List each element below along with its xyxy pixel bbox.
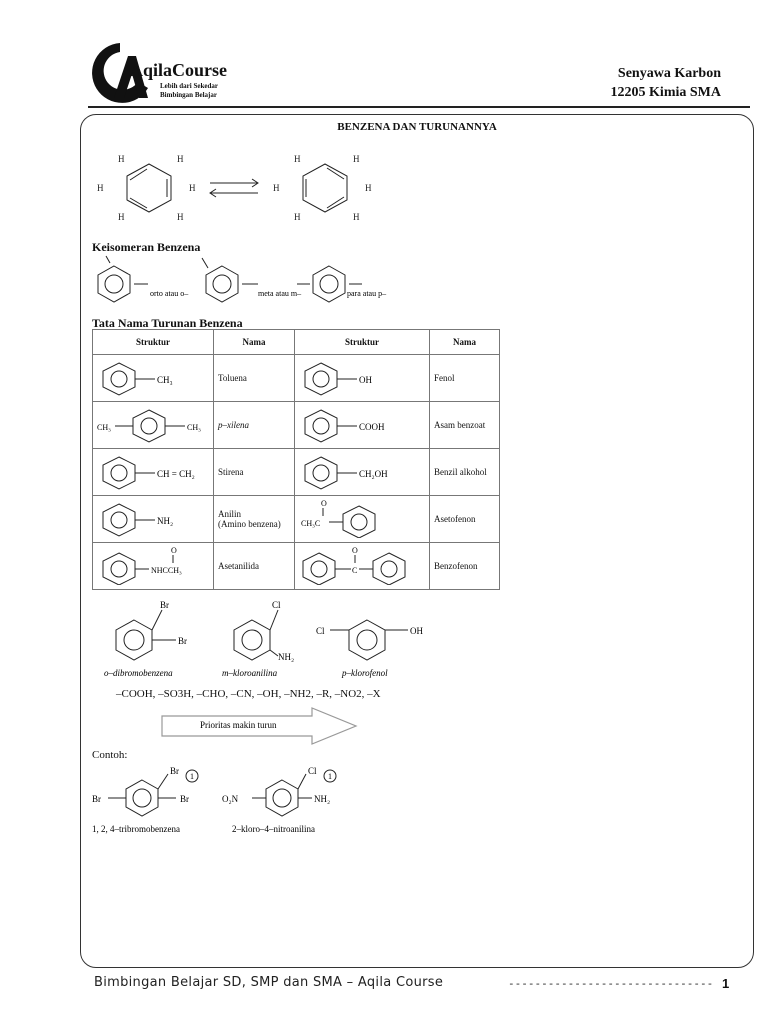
structure-cell <box>295 355 430 402</box>
name-cell: Anilin (Amino benzena) <box>214 496 295 543</box>
structure-cell <box>295 543 430 590</box>
logo-name: AqilaCourse <box>130 60 228 80</box>
svg-text:1: 1 <box>328 772 332 781</box>
name-cell: Asetanilida <box>214 543 295 590</box>
aqila-logo <box>90 38 240 108</box>
svg-text:Br: Br <box>92 794 101 804</box>
svg-text:O: O <box>321 499 327 508</box>
name-cell: Fenol <box>430 355 500 402</box>
table-header-row <box>93 330 500 355</box>
structure-cell <box>93 355 214 402</box>
svg-text:Cl: Cl <box>316 626 325 636</box>
structure-cell <box>93 543 214 590</box>
svg-text:CH = CH₂: CH = CH₂ <box>157 469 195 479</box>
svg-text:H: H <box>273 183 280 193</box>
page-title: BENZENA DAN TURUNANNYA <box>337 121 497 133</box>
example-name: m–kloroanilina <box>222 668 278 678</box>
svg-text:H: H <box>353 154 360 164</box>
svg-text:Br: Br <box>178 636 187 646</box>
priority-arrow-label: Prioritas makin turun <box>200 720 277 730</box>
orto-label: orto atau o– <box>150 289 189 298</box>
svg-text:CH₃: CH₃ <box>187 423 201 432</box>
name-cell: p–xilena <box>214 402 295 449</box>
svg-text:Br: Br <box>180 794 189 804</box>
col-struktur-1: Struktur <box>93 330 214 355</box>
isomer-heading: Keisomeran Benzena <box>92 240 201 254</box>
svg-text:C: C <box>352 566 358 575</box>
contoh-name: 2–kloro–4–nitroanilina <box>232 824 315 834</box>
svg-text:H: H <box>189 183 196 193</box>
name-cell: Asetofenon <box>430 496 500 543</box>
benzene-resonance <box>92 152 372 229</box>
page-number: 1 <box>722 976 730 991</box>
svg-text:H: H <box>177 154 184 164</box>
isomer-diagrams <box>92 254 412 309</box>
course-code: 12205 Kimia SMA <box>610 85 721 100</box>
svg-text:NH₂: NH₂ <box>314 794 331 804</box>
svg-text:H: H <box>353 212 360 222</box>
name-cell: Benzil alkohol <box>430 449 500 496</box>
svg-text:H: H <box>177 212 184 222</box>
svg-text:O₂N: O₂N <box>222 794 239 804</box>
structure-cell <box>295 402 430 449</box>
structure-cell <box>93 496 214 543</box>
svg-text:H: H <box>365 183 372 193</box>
svg-text:H: H <box>118 212 125 222</box>
svg-text:NH₂: NH₂ <box>278 652 295 662</box>
svg-text:CH₃C: CH₃C <box>301 519 321 528</box>
logo-tagline-1: Lebih dari Sekedar <box>160 82 218 90</box>
svg-text:COOH: COOH <box>359 422 385 432</box>
logo-tagline-2: Bimbingan Belajar <box>160 91 217 99</box>
example-name: o–dibromobenzena <box>104 668 173 678</box>
example-name: p–klorofenol <box>342 668 388 678</box>
svg-text:OH: OH <box>410 626 423 636</box>
name-cell: Toluena <box>214 355 295 402</box>
table-row <box>93 355 500 402</box>
table-row <box>93 449 500 496</box>
name-cell: Stirena <box>214 449 295 496</box>
svg-text:O: O <box>352 546 358 555</box>
structure-cell <box>93 449 214 496</box>
col-struktur-2: Struktur <box>295 330 430 355</box>
naming-table <box>92 329 500 590</box>
header-divider <box>88 106 750 108</box>
svg-text:H: H <box>118 154 125 164</box>
svg-text:NH₂: NH₂ <box>157 516 174 526</box>
svg-text:H: H <box>97 183 104 193</box>
svg-text:1: 1 <box>190 772 194 781</box>
header-info <box>611 64 721 102</box>
table-row <box>93 496 500 543</box>
subject-title: Senyawa Karbon <box>617 66 721 81</box>
svg-text:Br: Br <box>160 600 169 610</box>
col-nama-1: Nama <box>214 330 295 355</box>
structure-cell <box>295 449 430 496</box>
structure-cell <box>93 402 214 449</box>
meta-label: meta atau m– <box>258 289 302 298</box>
structure-cell <box>295 496 430 543</box>
priority-list: –COOH, –SO3H, –CHO, –CN, –OH, –NH2, –R, –NO2, –X <box>116 688 381 700</box>
col-nama-2: Nama <box>430 330 500 355</box>
svg-text:H: H <box>294 212 301 222</box>
table-row <box>93 402 500 449</box>
para-label: para atau p– <box>347 289 387 298</box>
name-cell: Asam benzoat <box>430 402 500 449</box>
name-cell: Benzofenon <box>430 543 500 590</box>
svg-text:H: H <box>294 154 301 164</box>
svg-text:CH₃: CH₃ <box>97 423 111 432</box>
naming-heading: Tata Nama Turunan Benzena <box>92 316 243 330</box>
example-structures <box>92 598 442 683</box>
footer-dashes: ------------------------------- <box>508 977 714 990</box>
priority-arrow <box>160 706 360 751</box>
contoh-structures <box>92 762 352 839</box>
footer-text: Bimbingan Belajar SD, SMP dan SMA – Aqila Course <box>94 975 444 990</box>
svg-text:OH: OH <box>359 375 372 385</box>
svg-text:Cl: Cl <box>272 600 281 610</box>
contoh-label: Contoh: <box>92 749 128 761</box>
svg-text:Br: Br <box>170 766 179 776</box>
svg-text:Cl: Cl <box>308 766 317 776</box>
table-row <box>93 543 500 590</box>
contoh-name: 1, 2, 4–tribromobenzena <box>92 824 180 834</box>
svg-text:O: O <box>171 546 177 555</box>
svg-text:NHCCH₃: NHCCH₃ <box>151 566 182 575</box>
svg-text:CH₃: CH₃ <box>157 375 173 385</box>
svg-text:CH₂OH: CH₂OH <box>359 469 388 479</box>
